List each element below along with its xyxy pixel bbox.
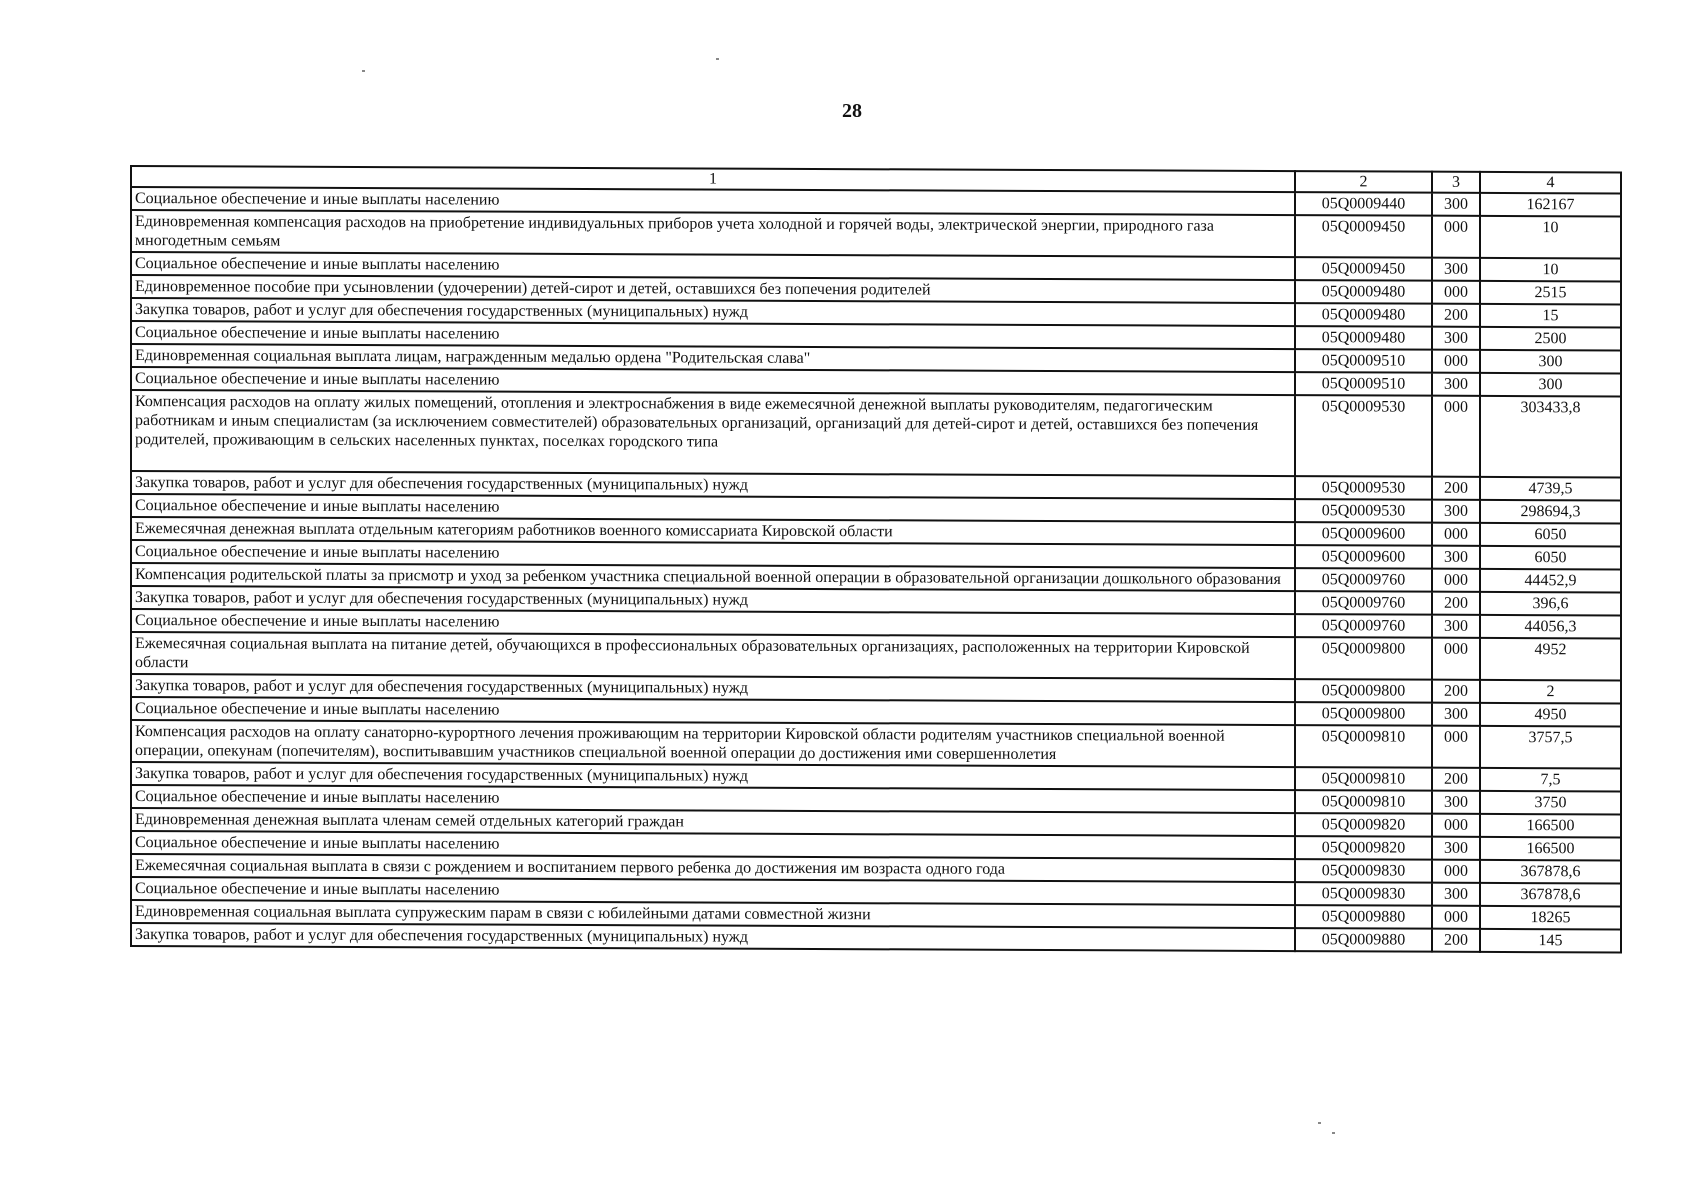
row-name-cell: Социальное обеспечение и иные выплаты населению — [131, 321, 1295, 349]
row-amount-cell: 44056,3 — [1480, 615, 1621, 639]
row-type-cell: 300 — [1432, 791, 1480, 814]
row-amount-cell: 367878,6 — [1480, 883, 1621, 907]
row-code-cell: 05Q0009600 — [1295, 545, 1432, 569]
header-cell-4: 4 — [1480, 172, 1621, 194]
row-name-cell: Закупка товаров, работ и услуг для обеспечения государственных (муниципальных) нужд — [131, 762, 1295, 790]
scan-speck — [1332, 1132, 1335, 1134]
row-amount-cell: 300 — [1480, 373, 1621, 397]
row-amount-cell: 298694,3 — [1480, 500, 1621, 524]
row-name-cell: Компенсация расходов на оплату жилых помещений, отопления и электроснабжения в виде ежемесячной денежной выплаты руководителям, педагогическим работникам и иным специалистам (за исключением совместителей) образовательных организаций, организаций для детей-сирот и детей, оставшихся без попечения родителей, проживающим в сельских населенных пунктах, поселках городского типа — [131, 390, 1295, 476]
row-code-cell: 05Q0009880 — [1295, 905, 1432, 929]
row-amount-cell: 396,6 — [1480, 592, 1621, 616]
row-name-cell: Единовременная социальная выплата лицам, награжденным медалью ордена "Родительская слава" — [131, 344, 1295, 372]
row-amount-cell: 3757,5 — [1480, 726, 1621, 769]
row-type-cell: 200 — [1432, 929, 1480, 952]
row-code-cell: 05Q0009480 — [1295, 303, 1432, 327]
row-code-cell: 05Q0009880 — [1295, 928, 1432, 952]
row-type-cell: 300 — [1432, 500, 1480, 523]
row-type-cell: 000 — [1432, 396, 1480, 477]
row-code-cell: 05Q0009600 — [1295, 522, 1432, 546]
row-amount-cell: 6050 — [1480, 523, 1621, 547]
row-type-cell: 000 — [1432, 638, 1480, 680]
row-amount-cell: 18265 — [1480, 906, 1621, 930]
row-type-cell: 200 — [1432, 477, 1480, 500]
row-name-cell: Ежемесячная социальная выплата на питание детей, обучающихся в профессиональных образовательных организациях, расположенных на территории Кировской области — [131, 632, 1295, 679]
row-code-cell: 05Q0009760 — [1295, 568, 1432, 592]
row-amount-cell: 367878,6 — [1480, 860, 1621, 884]
row-name-cell: Закупка товаров, работ и услуг для обеспечения государственных (муниципальных) нужд — [131, 471, 1295, 499]
row-type-cell: 000 — [1432, 281, 1480, 304]
row-code-cell: 05Q0009800 — [1295, 679, 1432, 703]
row-code-cell: 05Q0009760 — [1295, 591, 1432, 615]
row-code-cell: 05Q0009440 — [1295, 192, 1432, 216]
row-name-cell: Социальное обеспечение и иные выплаты населению — [131, 494, 1295, 522]
row-amount-cell: 300 — [1480, 350, 1621, 374]
row-type-cell: 000 — [1432, 523, 1480, 546]
row-amount-cell: 162167 — [1480, 193, 1621, 217]
row-amount-cell: 4952 — [1480, 638, 1621, 681]
row-type-cell: 300 — [1432, 258, 1480, 281]
row-amount-cell: 2515 — [1480, 281, 1621, 305]
row-type-cell: 300 — [1432, 883, 1480, 906]
scan-speck — [362, 70, 365, 72]
scan-speck — [716, 58, 719, 60]
row-type-cell: 300 — [1432, 615, 1480, 638]
row-code-cell: 05Q0009530 — [1295, 499, 1432, 523]
row-type-cell: 200 — [1432, 768, 1480, 791]
row-name-cell: Социальное обеспечение и иные выплаты населению — [131, 785, 1295, 813]
row-amount-cell: 2 — [1480, 680, 1621, 704]
row-code-cell: 05Q0009800 — [1295, 637, 1432, 680]
row-code-cell: 05Q0009830 — [1295, 882, 1432, 906]
row-name-cell: Закупка товаров, работ и услуг для обеспечения государственных (муниципальных) нужд — [131, 586, 1295, 614]
row-code-cell: 05Q0009530 — [1295, 395, 1432, 477]
row-type-cell: 300 — [1432, 546, 1480, 569]
row-type-cell: 000 — [1432, 216, 1480, 258]
row-code-cell: 05Q0009810 — [1295, 767, 1432, 791]
row-name-cell: Закупка товаров, работ и услуг для обеспечения государственных (муниципальных) нужд — [131, 923, 1295, 951]
row-name-cell: Социальное обеспечение и иные выплаты населению — [131, 367, 1295, 395]
row-type-cell: 200 — [1432, 592, 1480, 615]
row-type-cell: 300 — [1432, 193, 1480, 216]
row-name-cell: Социальное обеспечение и иные выплаты населению — [131, 540, 1295, 568]
row-code-cell: 05Q0009510 — [1295, 349, 1432, 373]
budget-table — [130, 165, 1622, 954]
row-amount-cell: 166500 — [1480, 814, 1621, 838]
row-code-cell: 05Q0009450 — [1295, 215, 1432, 258]
row-amount-cell: 7,5 — [1480, 768, 1621, 792]
row-type-cell: 300 — [1432, 327, 1480, 350]
row-name-cell: Единовременное пособие при усыновлении (удочерении) детей-сирот и детей, оставшихся без попечения родителей — [131, 275, 1295, 303]
row-name-cell: Социальное обеспечение и иные выплаты населению — [131, 877, 1295, 905]
row-type-cell: 000 — [1432, 350, 1480, 373]
scan-speck — [1318, 1122, 1321, 1124]
row-name-cell: Закупка товаров, работ и услуг для обеспечения государственных (муниципальных) нужд — [131, 298, 1295, 326]
row-name-cell: Социальное обеспечение и иные выплаты населению — [131, 609, 1295, 637]
row-amount-cell: 3750 — [1480, 791, 1621, 815]
row-code-cell: 05Q0009830 — [1295, 859, 1432, 883]
row-name-cell: Единовременная компенсация расходов на приобретение индивидуальных приборов учета холодной и горячей воды, электрической энергии, природного газа многодетным семьям — [131, 210, 1295, 257]
page-number: 28 — [842, 100, 862, 122]
row-name-cell: Социальное обеспечение и иные выплаты населению — [131, 831, 1295, 859]
header-cell-3: 3 — [1432, 172, 1480, 193]
row-code-cell: 05Q0009820 — [1295, 813, 1432, 837]
row-code-cell: 05Q0009530 — [1295, 476, 1432, 500]
row-amount-cell: 44452,9 — [1480, 569, 1621, 593]
row-code-cell: 05Q0009800 — [1295, 702, 1432, 726]
row-amount-cell: 10 — [1480, 258, 1621, 282]
row-amount-cell: 303433,8 — [1480, 396, 1621, 478]
row-amount-cell: 15 — [1480, 304, 1621, 328]
row-amount-cell: 145 — [1480, 929, 1621, 953]
row-amount-cell: 4739,5 — [1480, 477, 1621, 501]
row-type-cell: 000 — [1432, 569, 1480, 592]
table-row — [131, 720, 1621, 769]
row-amount-cell: 166500 — [1480, 837, 1621, 861]
row-name-cell: Компенсация расходов на оплату санаторно-курортного лечения проживающим на территории Кировской области родителям участников специальной военной операции, опекунам (попечителям), воспитывавшим участников специальной военной операции до достижения ими совершеннолетия — [131, 720, 1295, 767]
row-type-cell: 200 — [1432, 680, 1480, 703]
row-name-cell: Ежемесячная социальная выплата в связи с рождением и воспитанием первого ребенка до достижения им возраста одного года — [131, 854, 1295, 882]
row-code-cell: 05Q0009450 — [1295, 257, 1432, 281]
table-row — [131, 390, 1621, 478]
row-name-cell: Компенсация родительской платы за присмотр и уход за ребенком участника специальной военной операции в образовательной организации дошкольного образования — [131, 563, 1295, 591]
row-type-cell: 000 — [1432, 860, 1480, 883]
row-code-cell: 05Q0009810 — [1295, 790, 1432, 814]
row-code-cell: 05Q0009820 — [1295, 836, 1432, 860]
row-name-cell: Закупка товаров, работ и услуг для обеспечения государственных (муниципальных) нужд — [131, 674, 1295, 702]
row-code-cell: 05Q0009480 — [1295, 326, 1432, 350]
row-amount-cell: 2500 — [1480, 327, 1621, 351]
row-type-cell: 000 — [1432, 906, 1480, 929]
row-code-cell: 05Q0009760 — [1295, 614, 1432, 638]
row-name-cell: Социальное обеспечение и иные выплаты населению — [131, 187, 1295, 215]
row-type-cell: 300 — [1432, 703, 1480, 726]
row-code-cell: 05Q0009810 — [1295, 725, 1432, 768]
row-type-cell: 200 — [1432, 304, 1480, 327]
row-name-cell: Единовременная социальная выплата супружеским парам в связи с юбилейными датами совместной жизни — [131, 900, 1295, 928]
header-cell-2: 2 — [1295, 171, 1432, 193]
row-type-cell: 300 — [1432, 373, 1480, 396]
row-amount-cell: 10 — [1480, 216, 1621, 259]
row-code-cell: 05Q0009480 — [1295, 280, 1432, 304]
row-name-cell: Социальное обеспечение и иные выплаты населению — [131, 697, 1295, 725]
row-type-cell: 300 — [1432, 837, 1480, 860]
row-name-cell: Единовременная денежная выплата членам семей отдельных категорий граждан — [131, 808, 1295, 836]
row-amount-cell: 4950 — [1480, 703, 1621, 727]
header-cell-1: 1 — [131, 166, 1295, 192]
row-code-cell: 05Q0009510 — [1295, 372, 1432, 396]
row-name-cell: Ежемесячная денежная выплата отдельным категориям работников военного комиссариата Кировской области — [131, 517, 1295, 545]
row-amount-cell: 6050 — [1480, 546, 1621, 570]
row-type-cell: 000 — [1432, 726, 1480, 768]
table-row — [131, 210, 1621, 259]
row-type-cell: 000 — [1432, 814, 1480, 837]
table-row — [131, 632, 1621, 681]
row-name-cell: Социальное обеспечение и иные выплаты населению — [131, 252, 1295, 280]
